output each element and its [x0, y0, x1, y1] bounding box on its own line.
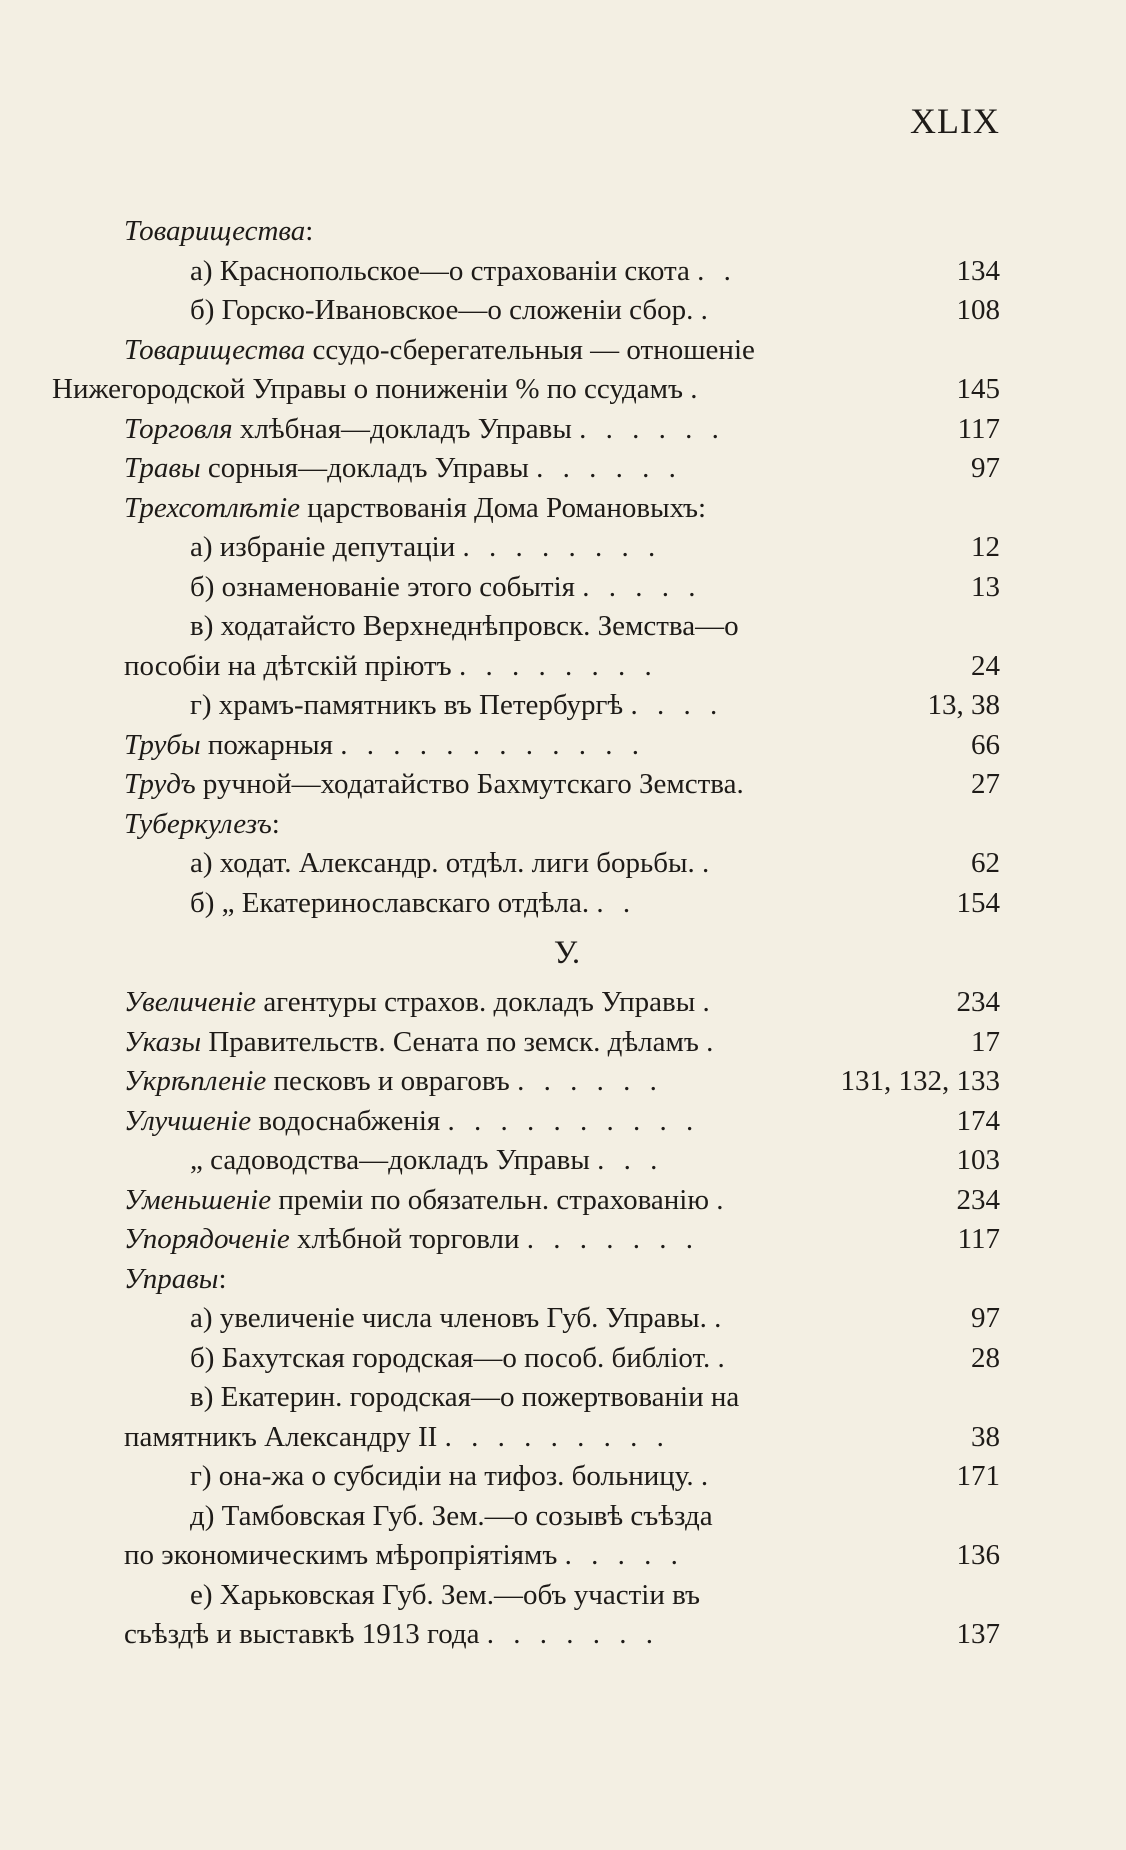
entry-text [124, 1418, 670, 1458]
page-reference: 97 [971, 1302, 1000, 1334]
entry-text [190, 686, 723, 726]
leader-dots: . . . . [630, 689, 724, 721]
page-reference: 17 [971, 1025, 1000, 1058]
section-letter: У. [553, 935, 581, 971]
index-entry [0, 489, 1126, 529]
entry-text [190, 607, 739, 647]
entry-description: г) храмъ-памятникъ въ Петербургѣ [190, 689, 624, 721]
index-entry [0, 765, 1126, 805]
leader-dots: . [690, 373, 704, 405]
page-reference: 27 [971, 768, 1000, 800]
entry-text [190, 528, 661, 568]
leader-dots: . [702, 986, 716, 1018]
index-entry [0, 1576, 1126, 1616]
entry-text [190, 844, 715, 884]
entry-description: Нижегородской Управы о пониженіи % по ссудамъ [52, 373, 684, 405]
page-reference: 28 [971, 1341, 1000, 1374]
index-entry [0, 607, 1126, 647]
leader-dots: . . . . . [582, 570, 702, 603]
entry-text [124, 1181, 730, 1221]
leader-dots: . . . . . . . . [458, 649, 658, 682]
entry-keyword: Торговля [124, 412, 233, 445]
entry-keyword: Упорядоченіе [124, 1223, 290, 1255]
page-reference: 136 [956, 1539, 1000, 1571]
leader-dots: . [700, 294, 714, 326]
index-entry [0, 528, 1126, 568]
entry-text [190, 568, 701, 608]
index-entry [0, 1339, 1126, 1379]
entry-keyword: Увеличеніе [124, 986, 257, 1018]
index-entry [0, 252, 1126, 292]
entry-keyword: Туберкулезъ [124, 807, 272, 840]
leader-dots: . . . . . [564, 1539, 684, 1571]
leader-dots: . . [697, 254, 737, 287]
entry-keyword: Управы [124, 1262, 219, 1295]
leader-dots: . [706, 1025, 720, 1058]
entry-description: : [305, 215, 314, 247]
entry-text [124, 1062, 663, 1102]
entry-keyword: Указы [124, 1025, 202, 1058]
index-entry [0, 1418, 1126, 1458]
leader-dots: . [717, 1341, 731, 1374]
entry-description: б) Горско-Ивановское—о сложеніи сбор. [190, 294, 694, 326]
entry-description: „ садоводства—докладъ Управы [190, 1144, 590, 1176]
entry-keyword: Товарищества [124, 215, 306, 247]
page-reference: 145 [956, 373, 1000, 405]
entry-text [124, 983, 716, 1023]
index-entry [0, 331, 1126, 371]
page-number: XLIX [910, 101, 1000, 141]
entry-description: царствованія Дома Романовыхъ: [300, 491, 707, 524]
entry-text [52, 370, 704, 410]
leader-dots: . [702, 847, 716, 879]
leader-dots: . [716, 1183, 730, 1216]
leader-dots: . . . . . . [536, 452, 682, 484]
leader-dots: . . . . . . . . . . . . [340, 728, 645, 761]
index-entry [0, 449, 1126, 489]
index-entry [0, 1615, 1126, 1655]
entry-description: г) она-жа о субсидіи на тифоз. больницу. [190, 1460, 694, 1492]
index-entry [0, 1181, 1126, 1221]
entry-description: хлѣбной торговли [289, 1223, 520, 1255]
index-entry [0, 1141, 1126, 1181]
entry-text [124, 489, 706, 529]
page-reference: 97 [971, 452, 1000, 484]
entry-text [124, 1023, 719, 1063]
index-entry [0, 568, 1126, 608]
page-reference: 131, 132, 133 [840, 1065, 1000, 1097]
entry-description: а) избраніе депутаціи [190, 531, 456, 563]
subject-index [0, 212, 1126, 1655]
entry-text [124, 647, 658, 687]
entry-description: агентуры страхов. докладъ Управы [256, 986, 696, 1018]
page-reference: 174 [956, 1104, 1000, 1137]
entry-keyword: Улучшеніе [124, 1104, 252, 1137]
index-entry [0, 805, 1126, 845]
entry-text [124, 1102, 699, 1142]
entry-keyword: Укрѣпленіе [124, 1065, 267, 1097]
entry-text [124, 765, 744, 805]
entry-text [190, 1299, 727, 1339]
index-entry [0, 212, 1126, 252]
entry-text [190, 1457, 714, 1497]
entry-text [190, 1339, 731, 1379]
page-reference: 108 [956, 294, 1000, 326]
entry-text [124, 1536, 684, 1576]
entry-description: памятникъ Александру II [124, 1420, 438, 1453]
entry-description: сорныя—докладъ Управы [200, 452, 529, 484]
index-entry [0, 1023, 1126, 1063]
entry-description: б) „ Екатеринославскаго отдѣла. [190, 886, 590, 919]
entry-description: а) Краснопольское—о страхованіи скота [190, 254, 690, 287]
entry-description: преміи по обязательн. страхованію [271, 1183, 710, 1216]
index-entry [0, 1536, 1126, 1576]
page-reference: 13, 38 [927, 689, 1000, 721]
entry-description: а) увеличеніе числа членовъ Губ. Управы. [190, 1302, 707, 1334]
leader-dots: . . . . . . . . . [444, 1420, 670, 1453]
index-entry [0, 291, 1126, 331]
index-entry [0, 1299, 1126, 1339]
index-entry [0, 1497, 1126, 1537]
entry-description: е) Харьковская Губ. Зем.—объ участіи въ [190, 1578, 701, 1611]
entry-description: водоснабженія [251, 1104, 441, 1137]
entry-text [124, 805, 280, 845]
leader-dots: . . . . . . [579, 412, 725, 445]
entry-description: б) ознаменованіе этого событія [190, 570, 575, 603]
entry-text [190, 884, 636, 924]
entry-description: Правительств. Сената по земск. дѣламъ [201, 1025, 699, 1058]
entry-description: в) ходатайсто Верхнеднѣпровск. Земства—о [190, 610, 739, 642]
leader-dots: . [700, 1460, 715, 1492]
entry-text [124, 1220, 699, 1260]
leader-dots: . . . . . . . . . . [447, 1104, 700, 1137]
entry-description: б) Бахутская городская—о пособ. библіот. [190, 1341, 711, 1374]
index-entry [0, 370, 1126, 410]
index-entry [0, 1062, 1126, 1102]
entry-description: ручной—ходатайство Бахмутскаго Земства. [195, 768, 744, 800]
page-reference: 24 [971, 649, 1000, 682]
entry-description: съѣздѣ и выставкѣ 1913 года [124, 1618, 480, 1650]
page-reference: 137 [956, 1618, 1000, 1650]
leader-dots: . . [596, 886, 637, 919]
leader-dots: . . . [597, 1144, 664, 1176]
index-entry [0, 1260, 1126, 1300]
page-reference: 171 [956, 1460, 1000, 1492]
entry-text [190, 1497, 713, 1537]
entry-text [124, 331, 755, 371]
index-entry [0, 726, 1126, 766]
page-reference: 62 [971, 847, 1000, 879]
entry-keyword: Травы [124, 452, 201, 484]
page-reference: 134 [956, 254, 1000, 287]
entry-text [124, 449, 682, 489]
entry-description: д) Тамбовская Губ. Зем.—о созывѣ съѣзда [190, 1499, 713, 1532]
index-entry [0, 1378, 1126, 1418]
index-entry [0, 983, 1126, 1023]
entry-description: а) ходат. Александр. отдѣл. лиги борьбы. [190, 847, 695, 879]
leader-dots: . . . . . . . [486, 1618, 660, 1650]
leader-dots: . . . . . . [517, 1065, 663, 1097]
page-reference: 12 [971, 531, 1000, 563]
page-reference: 13 [971, 570, 1000, 603]
page-reference: 117 [957, 1223, 1000, 1255]
page-reference: 38 [971, 1420, 1000, 1453]
index-entry [0, 844, 1126, 884]
entry-text [124, 1615, 659, 1655]
entry-text [124, 726, 645, 766]
page-reference: 234 [956, 986, 1000, 1018]
page-reference: 154 [956, 886, 1000, 919]
entry-text [190, 252, 737, 292]
index-entry [0, 1457, 1126, 1497]
index-entry [0, 647, 1126, 687]
leader-dots: . [714, 1302, 728, 1334]
entry-description: пособіи на дѣтскій пріютъ [124, 649, 452, 682]
entry-description: пожарныя [200, 728, 333, 761]
entry-description: хлѣбная—докладъ Управы [232, 412, 572, 445]
index-entry [0, 1220, 1126, 1260]
entry-text [190, 291, 714, 331]
page-reference: 103 [956, 1144, 1000, 1176]
page-reference: 117 [957, 412, 1000, 445]
entry-text [124, 212, 313, 252]
entry-description: : [218, 1262, 227, 1295]
entry-text [190, 1378, 739, 1418]
entry-keyword: Трехсотлѣтіе [124, 491, 300, 524]
entry-text [124, 410, 725, 450]
index-entry [0, 1102, 1126, 1142]
entry-text [124, 1260, 227, 1300]
index-entry [0, 686, 1126, 726]
entry-keyword: Трудъ [124, 768, 196, 800]
entry-description: ссудо-сберегательныя — отношеніе [305, 333, 755, 366]
entry-keyword: Товарищества [124, 333, 306, 366]
entry-keyword: Уменьшеніе [124, 1183, 272, 1216]
entry-text [190, 1576, 700, 1616]
entry-description: в) Екатерин. городская—о пожертвованіи на [190, 1381, 740, 1413]
entry-keyword: Трубы [124, 728, 201, 761]
entry-text [190, 1141, 663, 1181]
page-reference: 66 [971, 728, 1000, 761]
entry-description: песковъ и овраговъ [266, 1065, 510, 1097]
leader-dots: . . . . . . . . [462, 531, 662, 563]
page-reference: 234 [956, 1183, 1000, 1216]
leader-dots: . . . . . . . [526, 1223, 700, 1255]
index-entry [0, 884, 1126, 924]
entry-description: по экономическимъ мѣропріятіямъ [124, 1539, 558, 1571]
entry-description: : [271, 807, 280, 840]
index-entry [0, 410, 1126, 450]
